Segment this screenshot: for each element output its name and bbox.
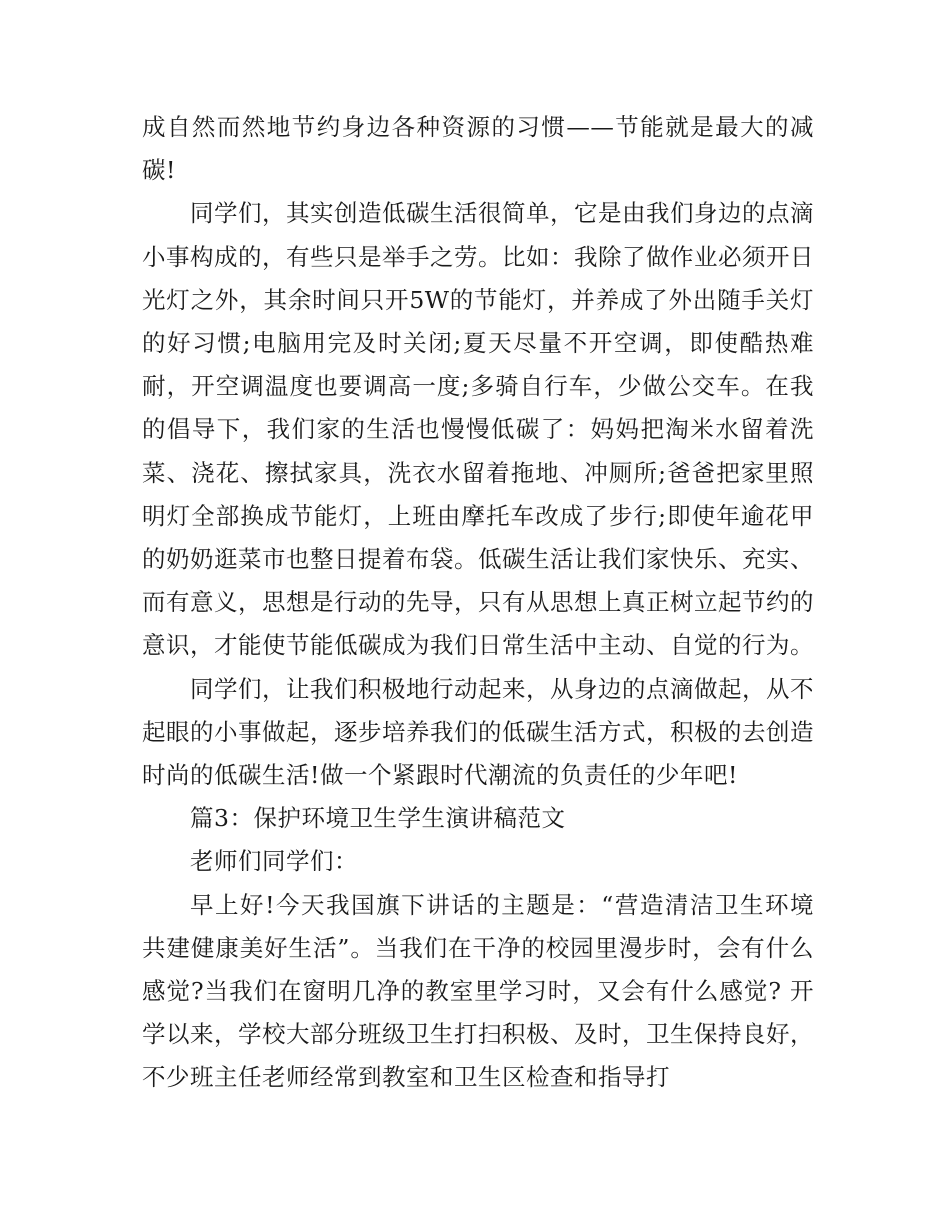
- salutation: 老师们同学们：: [190, 847, 358, 876]
- paragraph-2: 同学们，其实创造低碳生活很简单，它是由我们身边的点滴小事构成的，有些只是举手之劳。比如：我除了做作业必须开日光灯之外，其余时间只开5W的节能灯，并养成了外出随手关灯的好习惯;电脑用完及时关闭;夏天尽量不开空调，即使酷热难耐，开空调温度也要调高一度;多骑自行车，少做公交车。在我的倡导下，我们家的生活也慢慢低碳了：妈妈把淘米水留着洗菜、浇花、擦拭家具，洗衣水留着拖地、冲厕所;爸爸把家里照明灯全部换成节能灯，上班由摩托车改成了步行;即使年逾花甲的奶奶逛菜市也整日提着布袋。低碳生活让我们家快乐、充实、而有意义，思想是行动的先导，只有从思想上真正树立起节约的意识，才能使节能低碳成为我们日常生活中主动、自觉的行为。: [142, 199, 814, 660]
- document-page: [142, 106, 814, 1100]
- paragraph-3: 同学们，让我们积极地行动起来，从身边的点滴做起，从不起眼的小事做起，逐步培养我们的低碳生活方式，积极的去创造时尚的低碳生活!做一个紧跟时代潮流的负责任的少年吧!: [142, 674, 814, 790]
- paragraph-1: 成自然而然地节约身边各种资源的习惯——节能就是最大的减碳!: [142, 113, 814, 185]
- paragraph-4: 早上好!今天我国旗下讲话的主题是：“营造清洁卫生环境 共建健康美好生活”。当我们在干净的校园里漫步时，会有什么感觉?当我们在窗明几净的教室里学习时，又会有什么感觉? 开学以来，学校大部分班级卫生打扫积极、及时，卫生保持良好，不少班主任老师经常到教室和卫生区检查和指导打: [142, 890, 814, 1092]
- section-heading: 篇3：保护环境卫生学生演讲稿范文: [190, 804, 566, 833]
